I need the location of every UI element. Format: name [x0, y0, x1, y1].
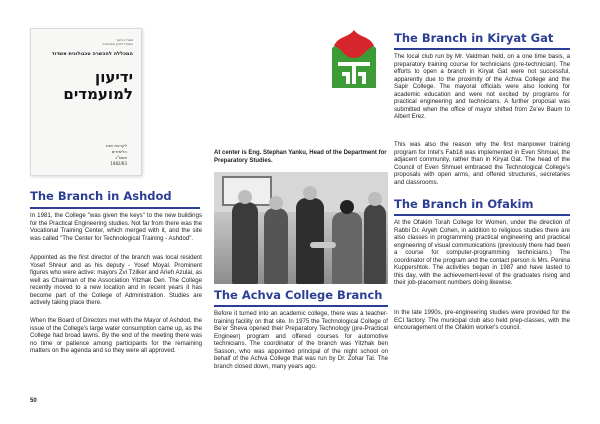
photo-person — [364, 204, 386, 284]
achva-paragraph-1: Before it turned into an academic college, there was a teacher-training facility on that site. In 1975 the Technological College of Be'er Sheva opened their Preparatory Technology (pre-Practical Engineer) program and offered courses for automotive technicians. The coordinator of the branch was Yitzhak ben Sasson, who was appointed principal of the night school on behalf of the Achva College that was run by Dr. Zohar Tal. The branch closed down, many years ago. — [214, 310, 388, 370]
ashdod-heading-rule — [30, 207, 200, 209]
booklet-cover-image — [30, 28, 142, 176]
ashdod-heading: The Branch in Ashdod — [30, 189, 172, 203]
college-logo-icon — [330, 28, 378, 90]
kiryat-gat-heading-rule — [394, 48, 570, 50]
photo-person — [332, 212, 362, 284]
photo-head — [303, 186, 317, 200]
photo-person — [232, 202, 258, 284]
booklet-footer-line: הלימודים — [111, 149, 127, 154]
page-number: 50 — [30, 398, 37, 404]
photo-head — [269, 196, 283, 210]
ashdod-paragraph-1: In 1981, the College "was given the keys" to the new buildings for the Practical Engineering studies. Not far from there was the Vocational Training Center, which merged with it, and the site was called "The Center for Technological Training - Ashdod". — [30, 212, 202, 242]
booklet-top-line: משרד החינוך — [116, 38, 133, 42]
photo-head — [340, 200, 354, 214]
booklet-footer-line: 1982/83 — [110, 161, 127, 166]
booklet-title-line: למועמדים — [63, 85, 133, 103]
ofakim-paragraph-1: At the Ofakim Torah College for Women, under the direction of Rabbi Dr. Aryeh Cohen, in addition to religious studies there are also classes in programming practical engineering and practical engineering of visual communications (previously there had been a course for computer-programming technicians.) The coordinator of the program and the contact person is Mrs. Penina Kuppershtok. The activities began in 1987 and have lasted to this day, with the achievement-level of the graduates rising and their job-placement numbers doing likewise. — [394, 219, 570, 286]
ofakim-heading: The Branch in Ofakim — [394, 197, 534, 211]
photo-person — [264, 208, 288, 284]
ofakim-paragraph-2: In the late 1990s, pre-engineering studies were provided for the ECI factory. The municipal club also held prep-classes, with the encouragement of the Ofakim worker's council. — [394, 309, 570, 331]
booklet-top-line: המכללה להכשרה טכנולוגית אשדוד — [51, 51, 133, 57]
ashdod-paragraph-2: Appointed as the first director of the branch was local resident Yosef Shreur and as his deputy - Yosef Moyal. Prominent figures who were active: mayors Zvi Tzilker and Arieh Azulai, as well as Chairman of the Association Yitzhak Deri. The College recently moved to a new location and in recent years it has become part of the College of Administration. Studies are actively taking place there. — [30, 254, 202, 306]
kiryat-gat-paragraph-1: The local club run by Mr. Valdman held, on a one time basis, a preparatory training course for technicians (pre-technician). The efforts to open a branch in Kiryat Gat were not successful, apparently due to the proximity of the Achva College and the Sapir College. The mayoral officials were also looking for academic education and were not excited by programs for practical engineering and technicians. A further proposal was submitted when the office of mayor shifted from Ze'ev Baum to Albert Erez. — [394, 53, 570, 120]
photo-caption: At center is Eng. Stephan Yanku, Head of the Department for Preparatory Studies. — [214, 150, 387, 164]
ashdod-paragraph-3: When the Board of Directors met with the Mayor of Ashdod, the issue of the College's large water consumption came up, as the College had broad lawns. By the end of the meeting there was no time or patience among participants for the remaining matters on the agenda and so they were all approved. — [30, 317, 202, 354]
photo-handshake — [310, 242, 336, 248]
booklet-title-line: ידיעון — [95, 68, 133, 86]
achva-heading: The Achva College Branch — [214, 288, 383, 302]
photo-head — [368, 192, 382, 206]
booklet-footer-line: לקראת שנת — [105, 143, 127, 148]
photo-head — [238, 190, 252, 204]
achva-heading-rule — [214, 305, 388, 307]
kiryat-gat-heading: The Branch in Kiryat Gat — [394, 31, 554, 45]
photo-person — [296, 198, 324, 284]
booklet-top-line: המנהל למדע וטכנולוגיה — [102, 42, 133, 46]
kiryat-gat-paragraph-2: This was also the reason why the first manpower training program for Intel's Fab18 was implemented in Even Shmuel, the adjacent community, rather than in Kiryat Gat. The head of the Council of Even Shmuel embraced the Technological College's proposals with open arms, and offered structures, secretaries and classrooms. — [394, 141, 570, 186]
booklet-footer-line: תשמ"ג — [115, 155, 127, 160]
ofakim-heading-rule — [394, 214, 570, 216]
group-photo — [214, 172, 388, 284]
